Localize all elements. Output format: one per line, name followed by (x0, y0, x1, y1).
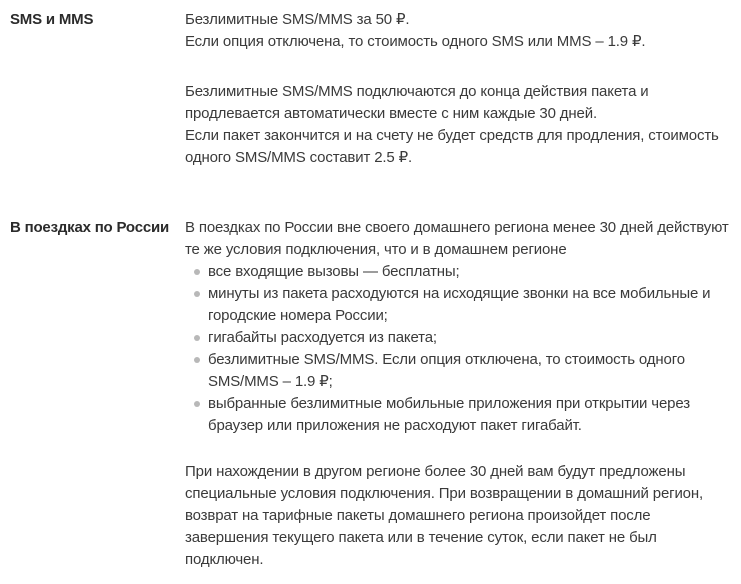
bullet-item-gigabytes: гигабайты расходуется из пакета; (185, 327, 733, 349)
paragraph-sms-renewal (185, 81, 733, 169)
bullet-item-package-minutes: минуты из пакета расходуются на исходящие звонки на все мобильные и городские номера России; (185, 283, 733, 327)
section-content-sms-mms (185, 9, 733, 169)
text-line: Безлимитные SMS/MMS подключаются до конца действия пакета и продлевается автоматически вместе с ним каждые 30 дней. (185, 83, 649, 122)
travel-conditions-bullet-list (185, 261, 733, 437)
text-line: В поездках по России вне своего домашнего региона менее 30 дней действуют те же условия подключения, что и в домашнем регионе (185, 219, 729, 258)
section-sms-mms (10, 9, 733, 169)
text-line: Если опция отключена, то стоимость одного SMS или MMS – 1.9 ₽. (185, 33, 646, 50)
bullet-item-unlimited-sms: безлимитные SMS/MMS. Если опция отключена, то стоимость одного SMS/MMS – 1.9 ₽; (185, 349, 733, 393)
text-line: При нахождении в другом регионе более 30 дней вам будут предложены специальные условия подключения. При возвращении в домашний регион, возврат на тарифные пакеты домашнего региона произойдет после завершения текущего пакета или в течение суток, если пакет не был подключен. (185, 463, 704, 568)
bullet-item-unlimited-apps: выбранные безлимитные мобильные приложения при открытии через браузер или приложения не расходуют пакет гигабайт. (185, 393, 733, 437)
paragraph-sms-price (185, 9, 733, 53)
text-line: Безлимитные SMS/MMS за 50 ₽. (185, 11, 410, 28)
paragraph-travel-intro (185, 217, 733, 261)
section-label-sms-mms: SMS и MMS (10, 11, 94, 28)
paragraph-travel-outro (185, 461, 733, 571)
text-line: Если пакет закончится и на счету не будет средств для продления, стоимость одного SMS/MMS составит 2.5 ₽. (185, 127, 719, 166)
bullet-item-incoming-calls: все входящие вызовы — бесплатны; (185, 261, 733, 283)
section-label-travel-russia: В поездках по России (10, 219, 170, 236)
section-travel-russia (10, 217, 733, 571)
section-content-travel-russia (185, 217, 733, 571)
